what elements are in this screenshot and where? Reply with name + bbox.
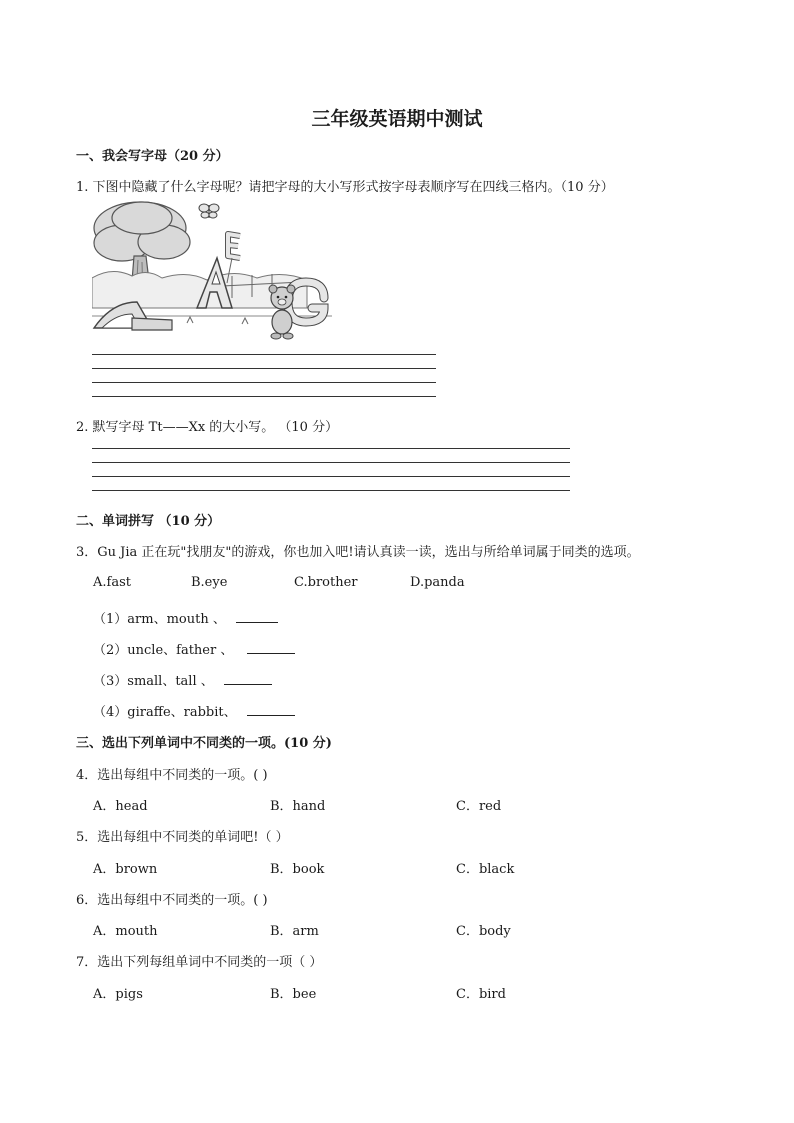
fill-item-text: （2）uncle、father 、 (93, 643, 234, 658)
writing-line[interactable] (92, 354, 436, 355)
choice-b[interactable]: B．arm (270, 924, 319, 939)
writing-line[interactable] (92, 462, 570, 463)
writing-line[interactable] (92, 396, 436, 397)
option-a: A.fast (93, 575, 131, 590)
option-c: C.brother (294, 575, 358, 590)
question-stem: 5．选出每组中不同类的单词吧!（ ） (76, 830, 289, 845)
writing-line[interactable] (92, 448, 570, 449)
answer-blank[interactable] (247, 640, 295, 654)
fill-item-2 (93, 639, 295, 658)
question-stem: 4．选出每组中不同类的一项。( ) (76, 768, 268, 783)
question-3: 3．Gu Jia 正在玩"找朋友"的游戏，你也加入吧!请认真读一读，选出与所给单词属于同类的选项。 (76, 545, 640, 560)
question-1: 1. 下图中隐藏了什么字母呢？请把字母的大小写形式按字母表顺序写在四线三格内。（10 分） (76, 180, 614, 195)
choice-a[interactable]: A．mouth (93, 924, 158, 939)
choice-b[interactable]: B．bee (270, 987, 317, 1002)
fill-item-text: （1）arm、mouth 、 (93, 612, 226, 627)
choice-c[interactable]: C．bird (456, 987, 506, 1002)
choice-a[interactable]: A．brown (93, 862, 158, 877)
fill-item-4 (93, 701, 295, 720)
page-title: 三年级英语期中测试 (311, 108, 483, 130)
question-stem: 7．选出下列每组单词中不同类的一项（ ） (76, 955, 323, 970)
choice-c[interactable]: C．red (456, 799, 502, 814)
fill-item-1 (93, 608, 278, 627)
choice-c[interactable]: C．black (456, 862, 515, 877)
option-b: B.eye (191, 575, 228, 590)
question-2: 2. 默写字母 Tt——Xx 的大小写。 （10 分） (76, 420, 339, 435)
section-heading-2: 二、单词拼写 （10 分） (76, 514, 221, 529)
answer-blank[interactable] (247, 702, 295, 716)
fill-item-text: （4）giraffe、rabbit、 (93, 705, 237, 720)
writing-line[interactable] (92, 382, 436, 383)
writing-line[interactable] (92, 490, 570, 491)
section-heading-1: 一、我会写字母（20 分） (76, 149, 229, 164)
choice-a[interactable]: A．head (93, 799, 148, 814)
section-heading-3: 三、选出下列单词中不同类的一项。(10 分) (76, 736, 332, 751)
choice-b[interactable]: B．hand (270, 799, 326, 814)
fill-item-text: （3）small、tall 、 (93, 674, 214, 689)
answer-blank[interactable] (224, 671, 272, 685)
writing-line[interactable] (92, 476, 570, 477)
question-stem: 6．选出每组中不同类的一项。( ) (76, 893, 268, 908)
choice-c[interactable]: C．body (456, 924, 511, 939)
writing-line[interactable] (92, 368, 436, 369)
option-d: D.panda (410, 575, 465, 590)
choice-a[interactable]: A．pigs (93, 987, 143, 1002)
answer-blank[interactable] (236, 609, 278, 623)
fill-item-3 (93, 670, 272, 689)
hidden-letters-illustration (92, 198, 332, 343)
choice-b[interactable]: B．book (270, 862, 325, 877)
